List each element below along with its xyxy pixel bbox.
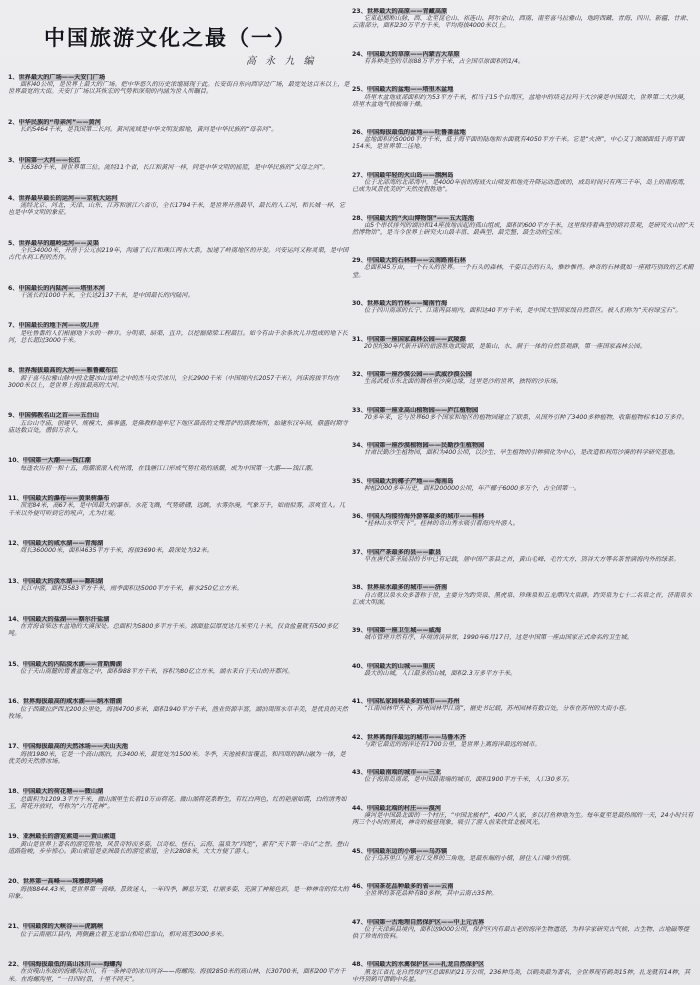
entry-number-separator: 、 <box>12 74 19 81</box>
entry-description: “江南园林甲天下，苏州园林甲江南”，据史书记载，苏州园林有数百处，分布在苏州的大街小巷。 <box>364 705 631 713</box>
entry-number: 42 <box>352 733 361 741</box>
entry-heading <box>352 961 694 968</box>
entry-number-separator: 、 <box>12 119 19 126</box>
entry-heading <box>8 412 350 419</box>
entry-heading <box>352 336 694 343</box>
entry-description: 漠河是中国最北面的一个村庄，“中国北极村”，400户人家，多以打鱼种地为生。每年夏至是最热闹的一天，24小时只有两三个小时的黑夜，神奇的极昼现象，吸引了游人前来欣赏北极风光。 <box>352 812 694 827</box>
entry-number-separator: 、 <box>16 698 23 706</box>
entry-number: 1 <box>8 74 13 81</box>
entry-number-separator: 、 <box>16 577 23 585</box>
entry-number-separator: 、 <box>16 495 23 503</box>
entry-title: 中国最大的淡水湖——鄱阳湖 <box>22 577 104 585</box>
entry-title: 世界海拔最高的咸水湖——纳木错湖 <box>22 698 122 706</box>
entry-title: 中国第一大潮——钱江潮 <box>22 457 91 465</box>
entry-title: 中国最大的水禽保护区——扎龙自然保护区 <box>366 961 485 969</box>
entry-item <box>352 663 694 677</box>
entry-item <box>352 805 694 827</box>
entry-heading <box>8 788 350 795</box>
author-line: 高 永 九 编 <box>246 56 317 67</box>
entry-heading <box>8 457 350 464</box>
entry-number: 6 <box>8 284 13 292</box>
entry-item <box>352 698 694 712</box>
entry-number-separator: 、 <box>360 627 367 635</box>
entry-heading <box>352 478 694 485</box>
entry-heading <box>8 698 350 705</box>
entry-number-separator: 、 <box>360 257 367 265</box>
entry-item <box>352 478 694 492</box>
entry-title: 世界最早最长的运河——京杭大运河 <box>18 194 118 202</box>
entry-title: 中国产茶最多的县——歙县 <box>366 548 442 556</box>
entry-heading <box>352 848 694 855</box>
entry-title: 世界泉水最多的城市——济南 <box>366 584 448 592</box>
entry-title: 中国第一座亚高山植物园——庐江植物园 <box>366 406 479 414</box>
entry-title: 中国最大的草原——内蒙古大草原 <box>366 50 460 58</box>
entry-description: 在贡嘎山东坡的海螺沟冰川，有一条神奇的冰川河谷——海螺沟。海拔2850米的高山林，长30700米，面积200平方千米。在海螺沟里，“一日四时景，十里不同天”。 <box>8 968 346 983</box>
entry-number-separator: 、 <box>360 584 367 592</box>
entry-item <box>8 119 350 133</box>
entry-number-separator: 、 <box>360 698 367 706</box>
entry-description: 黑龙江省扎龙自然保护区总面积约21万公顷，236种鸟类，以鹤类最为著名，全世界现有鹤类15种，扎龙就有14种，其中丹顶鹤可谓鹤中名星。 <box>352 968 691 983</box>
entry-description: 盆地面积约50000平方千米，低于海平面的陆地和水面就有4050平方千米。它是“火洲”，中心艾丁湖湖面低于海平面154米，是世界第二洼地。 <box>352 136 685 151</box>
entry-number: 24 <box>352 50 361 58</box>
entry-item <box>8 157 350 171</box>
entry-item <box>8 540 350 554</box>
entry-heading <box>352 300 694 307</box>
entry-number: 15 <box>8 660 17 668</box>
entry-number: 47 <box>352 918 361 926</box>
entry-number-separator: 、 <box>16 457 23 465</box>
entry-description: 早在唐代茶圣陆羽的书中已有记载，居中国产茶县之首，黄山毛峰、毛竹大方、顶谷大方等名茶誉满海内外的绿茶。 <box>364 556 680 563</box>
entry-title: 世界最早的越岭运河——灵渠 <box>18 239 99 247</box>
entry-heading <box>352 663 694 670</box>
entry-number-separator: 、 <box>360 335 367 343</box>
entry-number-separator: 、 <box>360 769 367 777</box>
entry-item <box>8 833 350 855</box>
entry-heading <box>352 883 694 890</box>
page-title: 中国旅游文化之最（一） <box>44 25 297 50</box>
entry-title: 世界第一高峰——珠穆朗玛峰 <box>22 878 104 886</box>
entry-heading <box>8 878 350 885</box>
entry-heading <box>8 157 350 164</box>
entry-heading <box>8 616 350 623</box>
entry-number: 14 <box>8 615 17 623</box>
entry-heading <box>8 119 350 126</box>
entry-title: 中国人均接待海外游客最多的城市——桂林 <box>366 513 485 521</box>
entry-item <box>8 367 350 389</box>
entry-item <box>352 129 694 151</box>
entry-number-separator: 、 <box>16 540 23 548</box>
entry-item <box>352 336 694 350</box>
entry-item <box>8 661 350 675</box>
entry-title: 中国最大的盆地——塔里木盆地 <box>366 86 454 94</box>
entry-heading <box>8 578 350 585</box>
entry-item <box>8 195 350 217</box>
entry-number-separator: 、 <box>16 743 23 751</box>
entry-number-separator: 、 <box>360 442 367 450</box>
entry-number-separator: 、 <box>360 8 367 15</box>
entry-heading <box>352 257 694 264</box>
entry-heading <box>352 734 694 741</box>
entry-number-separator: 、 <box>16 878 23 886</box>
entry-heading <box>352 513 694 520</box>
entry-number-separator: 、 <box>360 918 367 926</box>
entry-number-separator: 、 <box>360 86 367 94</box>
entry-item <box>8 788 350 810</box>
entry-title: 中国最北端的村庄——漠河 <box>366 804 442 812</box>
entry-heading <box>352 8 694 15</box>
entry-title: 中国最大的石林群——云南路南石林 <box>366 257 466 265</box>
entry-number-separator: 、 <box>16 660 23 668</box>
entry-number-separator: 、 <box>360 883 367 891</box>
entry-heading <box>8 74 350 81</box>
entry-title: 中国最大的荷花塘——微山湖 <box>22 788 104 796</box>
entry-item <box>352 919 694 941</box>
entry-heading <box>8 961 350 968</box>
entry-heading <box>352 919 694 926</box>
entry-title: 中国第一座沙漠公园——武威沙漠公园 <box>366 371 472 379</box>
entry-item <box>8 240 350 262</box>
entry-item <box>352 584 694 606</box>
entry-number: 46 <box>352 883 361 891</box>
entry-number-separator: 、 <box>16 961 23 969</box>
entry-item <box>8 743 350 765</box>
entry-number-separator: 、 <box>12 239 19 247</box>
entry-title: 中国最南端的城市——三亚 <box>366 769 442 777</box>
entry-number: 22 <box>8 961 17 969</box>
entry-number-separator: 、 <box>360 662 367 670</box>
entry-heading <box>8 495 350 502</box>
entry-title: 中国佛教名山之首——五台山 <box>18 412 99 420</box>
entry-description: 全长34000米，开凿于公元前219年，沟通了长江和珠江两水大系，加速了岭南地区的开发。兴安运河又称灵渠，是中国古代水利工程的杰作。 <box>8 246 349 261</box>
entry-number: 45 <box>352 847 361 855</box>
entry-title: 中国最大的“火山博物馆”——五大连池 <box>366 214 474 222</box>
entry-item <box>352 8 694 30</box>
entry-number: 12 <box>8 540 17 548</box>
entry-item <box>8 923 350 937</box>
left-column <box>8 0 350 985</box>
entry-number-separator: 、 <box>360 548 367 556</box>
entry-number-separator: 、 <box>16 788 23 796</box>
entry-title: 世界海拔最高的大河——雅鲁藏布江 <box>18 367 118 375</box>
entry-description: “桂林山水甲天下”。桂林的奇山秀水吸引着海内外游人。 <box>364 520 519 528</box>
entry-description: 它東起横断山脉，西、北至昆仑山、祁连山、阿尔金山，西南、南至喜马拉雅山，地跨西藏、青海、四川、新疆、甘肃、云南部分，面积230万平方千米，平均海拔4000米以上。 <box>352 15 692 30</box>
entry-item <box>352 549 694 563</box>
entry-number: 11 <box>8 495 17 503</box>
entry-number-separator: 、 <box>12 194 19 202</box>
entry-description: 全世界的茶花品种有80多种，其中云南占35种。 <box>364 890 498 898</box>
entry-number: 30 <box>352 299 361 307</box>
entry-number: 26 <box>352 129 361 137</box>
entry-heading <box>352 86 694 93</box>
entry-description: 面积40公顷，是世界上最大的广场。把中华悠久的历史浓缩展现于此。长安街自东向西穿过广场，最宽处达百米以上，是世界最宽的大街。天安门广场以其恢宏的气势和深刻的内涵为世人所瞩目。 <box>8 81 350 96</box>
entry-number: 35 <box>352 477 361 485</box>
entry-description: 塔里木盆地底部面积约为53平方千米，相当于15个台湾区，盆地中的塔克拉玛干大沙漠是中国最大、世界第二大沙漠，塔里木盆地气候极端干燥。 <box>352 93 690 108</box>
entry-description: 是吐鲁番的人们根据地下水的一种井。分明渠、暗渠、直井，以挖掘储梁工程最巨。如今有由千余条坎儿井组成的地下长河，总长超过3000千米。 <box>8 329 348 344</box>
entry-title: 中国第一座沙漠植物园——民勤沙生植物园 <box>366 442 485 450</box>
entry-number-separator: 、 <box>360 299 367 307</box>
entry-number: 44 <box>352 804 361 812</box>
entry-description: 由5个串状排列的湖泊和14座拔地而起的孤山组成，面积约600平方千米，这里保持着典型的熔岩景观，是研究火山的“天然博物馆”，是当今世界上研究火山最丰富、最典型、最完整、最生动的宝库。 <box>352 221 694 236</box>
entry-heading <box>352 371 694 378</box>
entry-heading <box>352 129 694 136</box>
entry-heading <box>8 240 350 247</box>
entry-description: 位于天津蓟县境内，面积达9000公顷，保护区内有最古老的海洋生物遗迹，为科学家研究古气候、古生物、古地磁等提供了珍贵的资料。 <box>352 925 690 941</box>
entry-description: 长6380千米，居世界第三位。流经11个省，长江和黄河一样，同是中华文明的摇篮，是中华民族的“父母之河”。 <box>20 164 329 171</box>
entry-title: 中国最大的山城——重庆 <box>366 662 435 670</box>
entry-title: 中国第一古地理自然保护区——中上元古界 <box>366 918 485 926</box>
entry-description: 位于四川南部的长宁、江南两县境内，面积达40平方千米，是中国大型国家级自然景区。被人们称为“天府绿宝石”。 <box>364 307 682 315</box>
entry-description: 位于北部湾的北部湾中，是4000年前的海底火山喷发和地壳升降运动造成的，成岛时间只有两三千年，岛上的南海湾，已成为风景优美的“天然度假胜地”。 <box>352 178 690 194</box>
entry-description: 海拔1980米，它是一个高山湖泊，长3400米，最宽处为1500米。冬季，天池被积雪覆盖，和四周的群山融为一体，是优美的天然滑冰场。 <box>8 750 346 765</box>
entry-title: 世界最大的竹林——蜀南竹海 <box>366 299 448 307</box>
entry-item <box>352 257 694 279</box>
right-column <box>352 0 694 985</box>
entry-number: 38 <box>352 584 361 592</box>
entry-item <box>8 74 350 96</box>
entry-number-separator: 、 <box>16 833 23 841</box>
entry-item <box>8 878 350 900</box>
entry-description: 最大的山城，人口最多的山城，面积2.3万多平方千米。 <box>364 669 517 677</box>
entry-title: 中国最大的盐湖——察尔汗盐湖 <box>22 615 110 623</box>
entry-description: 长江中游，面积3583平方千米，雨季面积达5000平方千米，蓄水250亿立方米。 <box>20 585 243 593</box>
entry-item <box>8 616 350 638</box>
entry-heading <box>352 215 694 222</box>
entry-number: 27 <box>352 171 361 179</box>
entry-title: 世界离海洋最远的城市——乌鲁木齐 <box>366 733 466 741</box>
entry-item <box>8 285 350 299</box>
entry-number: 23 <box>352 8 361 15</box>
entry-item <box>352 883 694 897</box>
entry-heading <box>8 833 350 840</box>
entry-item <box>352 300 694 314</box>
entry-description: 周长360000米，面积4635平方千米，海拔3690米，最深处为32米。 <box>20 547 213 555</box>
entry-number-separator: 、 <box>360 171 367 179</box>
entry-description: 自古就以泉水众多著称于世，主要分为趵突泉、黑虎泉、珍珠泉和五龙潭四大泉群。趵突泉为七十二名泉之首，济南泉水汇成大明湖。 <box>352 591 692 606</box>
entry-number: 10 <box>8 457 17 465</box>
entry-number: 21 <box>8 923 17 931</box>
entry-number: 8 <box>8 367 13 375</box>
entry-item <box>352 51 694 65</box>
entry-heading <box>352 805 694 812</box>
entry-number: 5 <box>8 239 13 247</box>
entry-description: 70多年来，它与世界60多个国家和地区的植物园建立了联系，从国外引种了3400多种植物，收集植物标本10万多件。 <box>364 413 688 421</box>
entry-number: 4 <box>8 194 13 202</box>
entry-number: 25 <box>352 86 361 94</box>
entry-item <box>8 961 350 983</box>
entry-title: 世界最大的高原——青藏高原 <box>366 8 448 15</box>
entry-number: 2 <box>8 119 13 126</box>
entry-description: 干流长约1000千米，全长达2137千米，是中国最长的内陆河。 <box>20 291 194 299</box>
entry-heading <box>352 407 694 414</box>
entry-number: 48 <box>352 961 361 969</box>
entry-item <box>352 371 694 385</box>
entry-heading <box>8 661 350 668</box>
entry-number-separator: 、 <box>12 284 19 292</box>
entry-description: 与距它最近的海洋还有1700公里，是世界上离海洋最远的城市。 <box>364 740 541 748</box>
entry-title: 中国海拔最低的高山冰川——海螺沟 <box>22 961 122 969</box>
entry-description: 生荡武威市东北面的腾格里沙漠边缘，这里是沙的世界，独特的沙乐场。 <box>364 378 562 386</box>
entry-number: 33 <box>352 406 361 414</box>
entry-title: 中国最东边的小镇——乌苏镇 <box>366 847 448 855</box>
entry-number: 20 <box>8 878 17 886</box>
entry-number: 37 <box>352 548 361 556</box>
entry-heading <box>352 698 694 705</box>
entry-description: 20世纪80年代新开辟的旅游胜地武陵源，是集山、水、洞于一体的自然景观群，第一座国家森林公园。 <box>364 342 646 350</box>
entry-number: 19 <box>8 833 17 841</box>
entry-number-separator: 、 <box>12 367 19 375</box>
entry-item <box>352 627 694 641</box>
entry-description: 位于天山南麓的焉耆盆地之中，面积988平方千米，容积为80亿立方米，湖水来自于天山的开都河。 <box>20 667 294 675</box>
entry-item <box>352 86 694 108</box>
entry-number: 3 <box>8 156 13 164</box>
entry-description: 流经北京、河北、天津、山东、江苏和浙江六省市，全长1794千米，是世界开凿最早、最长的人工河，和长城一样，它也是中华文明的象征。 <box>8 201 346 216</box>
entry-title: 中华民族的“母亲河”——黄河 <box>18 119 101 126</box>
entry-description: 城市管理井然有序，环境清洁异常，1990年6月17日，这是中国第一座由国家正式命名的卫生城。 <box>364 634 633 642</box>
entry-description: 五台山寺庙，创建早、规模大、佛事盛，是佛教释迦牟尼下地区最高的文殊菩萨的演教场所，始建东汉年间，鼎盛时期寺庙达数百处，僧侣万余人。 <box>8 419 348 434</box>
entry-heading <box>8 285 350 292</box>
entry-description: 源于喜马拉雅山脉中段北麓冰山雪岭之中的杰马央宗冰川，全长2900千米（中国境内长2057千米），河床海拔平均在3000米以上，是世界上海拔最高的大河。 <box>8 374 340 389</box>
entry-title: 中国第一座卫生城——威海 <box>366 627 442 635</box>
entry-item <box>352 734 694 748</box>
entry-heading <box>352 769 694 776</box>
entry-number-separator: 、 <box>360 129 367 137</box>
entry-number: 18 <box>8 788 17 796</box>
entry-description: 顶宽84米，高67米，是中国最大的瀑布。水花飞溅，气势磅礴，远眺，水雾弥漫，气象万千，如雨似雾，凉爽宜人。几千米以外便可听到它的吼声，尤为壮观。 <box>8 502 346 517</box>
entry-description: 黄山是世界上著名的游览胜地，风景奇特而多姿，以奇松、怪石、云海、温泉为“四绝”，素有“天下第一奇山”之誉。登山道路险峻，步步惊心。黄山索道是亚洲最长的游览索道，全长2808米，大大方便了游人。 <box>8 840 349 855</box>
entry-number-separator: 、 <box>360 847 367 855</box>
entry-heading <box>352 627 694 634</box>
entry-title: 中国最年轻的火山岛——涠洲岛 <box>366 171 454 179</box>
entry-number: 17 <box>8 743 17 751</box>
entry-heading <box>352 549 694 556</box>
entry-heading <box>352 51 694 58</box>
entry-heading <box>8 743 350 750</box>
entry-number: 32 <box>352 371 361 379</box>
entry-description: 有各种类型的草原88万平方千米，占全国草原面积的1/4。 <box>364 57 525 65</box>
entry-number-separator: 、 <box>360 477 367 485</box>
entry-description: 每逢农历初一和十五，海潮滚滚入杭州湾，在钱塘江口形成气势壮观的涌潮，成为中国第一大潮——钱江潮。 <box>20 464 317 472</box>
entry-title: 中国最长的内陆河——塔里木河 <box>18 284 106 292</box>
entry-item <box>352 769 694 783</box>
entry-item <box>8 322 350 344</box>
entry-title: 中国海拔最低的盆地——吐鲁番盆地 <box>366 129 466 137</box>
entry-title: 中国第一座国家森林公园——武陵源 <box>366 335 466 343</box>
entry-number-separator: 、 <box>360 804 367 812</box>
entry-title: 中国最大的内陆淡水湖——青斯腾湖 <box>22 660 122 668</box>
entry-number-separator: 、 <box>16 923 23 931</box>
entry-number: 16 <box>8 698 17 706</box>
entry-title: 亚洲最长的游览索道——黄山索道 <box>22 833 116 841</box>
entry-description: 种植2000多年历史，面积200000公顷，年产椰子6000多万个，占全国第一。 <box>364 484 580 492</box>
entry-number: 13 <box>8 577 17 585</box>
entry-number-separator: 、 <box>360 733 367 741</box>
entry-description: 甘肃民勤沙生植物园，面积为400公顷，以沙生、旱生植物的引种驯化为中心，是改造和利用沙漠的科学研究基地。 <box>364 449 679 457</box>
entry-item <box>352 442 694 456</box>
entry-description: 位于乌苏里江与黑龙江交界的三角地，是最东端的小镇，居住人口嗓少的镇。 <box>364 854 575 862</box>
entry-title: 世界最大的广场——天安门广场 <box>18 74 106 81</box>
entry-description: 总面积为1209.3平方千米，微山湖里生长着10万亩荷花。微山湖荷花系野生，有红白两色，红的艳丽如霞，白的清秀如玉，荷花开放时，号称为“六月花神”。 <box>8 795 347 810</box>
entry-item <box>8 495 350 517</box>
entry-title: 中国最大的瀑布——黄果树瀑布 <box>22 495 110 503</box>
entry-description: 位于西藏拉萨西北200公里处，海拔4700多米，面积1940平方千米，渔业资源丰富，湖泊周围水草丰美，是优良的天然牧场。 <box>8 705 348 720</box>
entry-item <box>352 215 694 237</box>
entry-item <box>352 961 694 983</box>
entry-number-separator: 、 <box>360 961 367 969</box>
entry-heading <box>8 923 350 930</box>
entry-heading <box>8 195 350 202</box>
entry-item <box>352 172 694 194</box>
entry-heading <box>352 584 694 591</box>
entry-number: 34 <box>352 442 361 450</box>
entry-item <box>8 457 350 471</box>
entry-heading <box>8 367 350 374</box>
entry-item <box>8 412 350 434</box>
entry-heading <box>8 322 350 329</box>
entry-number: 7 <box>8 322 13 330</box>
entry-title: 中国最大的咸水湖——青海湖 <box>22 540 104 548</box>
entry-number: 9 <box>8 412 13 420</box>
entry-title: 中国第一大河——长江 <box>18 156 81 164</box>
entry-number-separator: 、 <box>360 371 367 379</box>
entry-number: 39 <box>352 627 361 635</box>
entry-title: 中国最长的地下河——坎儿井 <box>18 322 99 330</box>
entry-item <box>352 848 694 862</box>
entry-number-separator: 、 <box>360 406 367 414</box>
entry-item <box>352 407 694 421</box>
entry-number-separator: 、 <box>12 322 19 330</box>
entry-description: 位于海南岛南部，是中国最南端的城市，面积1900平方千米，人口30多万。 <box>364 776 574 784</box>
entry-number: 40 <box>352 662 361 670</box>
entry-number-separator: 、 <box>360 513 367 521</box>
entry-title: 中国最大的椰子产地——海南岛 <box>366 477 454 485</box>
entry-number: 31 <box>352 335 361 343</box>
entry-description: 长约5464千米，是我国第二长河。黄河流域是中华文明发源地，黄河是中华民族的“母亲河”。 <box>20 126 278 134</box>
entry-title: 中国茶花品种最多的省——云南 <box>366 883 454 891</box>
entry-item <box>8 698 350 720</box>
entry-heading <box>8 540 350 547</box>
entry-title: 中国最深的大峡谷——虎跳峡 <box>22 923 104 931</box>
entry-item <box>8 578 350 592</box>
entry-heading <box>352 172 694 179</box>
entry-description: 总面积45万亩，一个石头的世界。一个石头的森林，千姿百态的石头，惟妙惟肖。神奇的石林就如一座精巧别致的艺术殿堂。 <box>352 264 694 279</box>
entry-item <box>352 513 694 527</box>
entry-description: 位于云南丽江县内，两侧矗立着玉龙雪山和哈巴雪山，相对高差3000多米。 <box>20 930 228 938</box>
entry-number-separator: 、 <box>12 156 19 164</box>
entry-description: 海拔8844.43米，是世界第一高峰。景致迷人，一年四季，瞬息万变，壮丽多姿，充满了神秘色彩，是一种神奇的伟大的印象。 <box>8 885 349 900</box>
entry-number: 28 <box>352 214 361 222</box>
entry-number-separator: 、 <box>360 214 367 222</box>
entry-number: 29 <box>352 257 361 265</box>
entry-number-separator: 、 <box>16 615 23 623</box>
entry-title: 中国私家园林最多的城市——苏州 <box>366 698 460 706</box>
entry-title: 中国海拔最高的天然冰场——天山天池 <box>22 743 128 751</box>
entry-number: 36 <box>352 513 361 521</box>
entry-heading <box>352 442 694 449</box>
entry-description: 在青海省柴达木盆地的大漠深处。总面积为5800多平方千米。湖面盐层厚度达几米至几十米，仅食盐量就有500多亿吨。 <box>8 622 339 638</box>
entry-number-separator: 、 <box>360 50 367 58</box>
entry-number-separator: 、 <box>12 412 19 420</box>
entry-number: 41 <box>352 698 361 706</box>
entry-number: 43 <box>352 769 361 777</box>
